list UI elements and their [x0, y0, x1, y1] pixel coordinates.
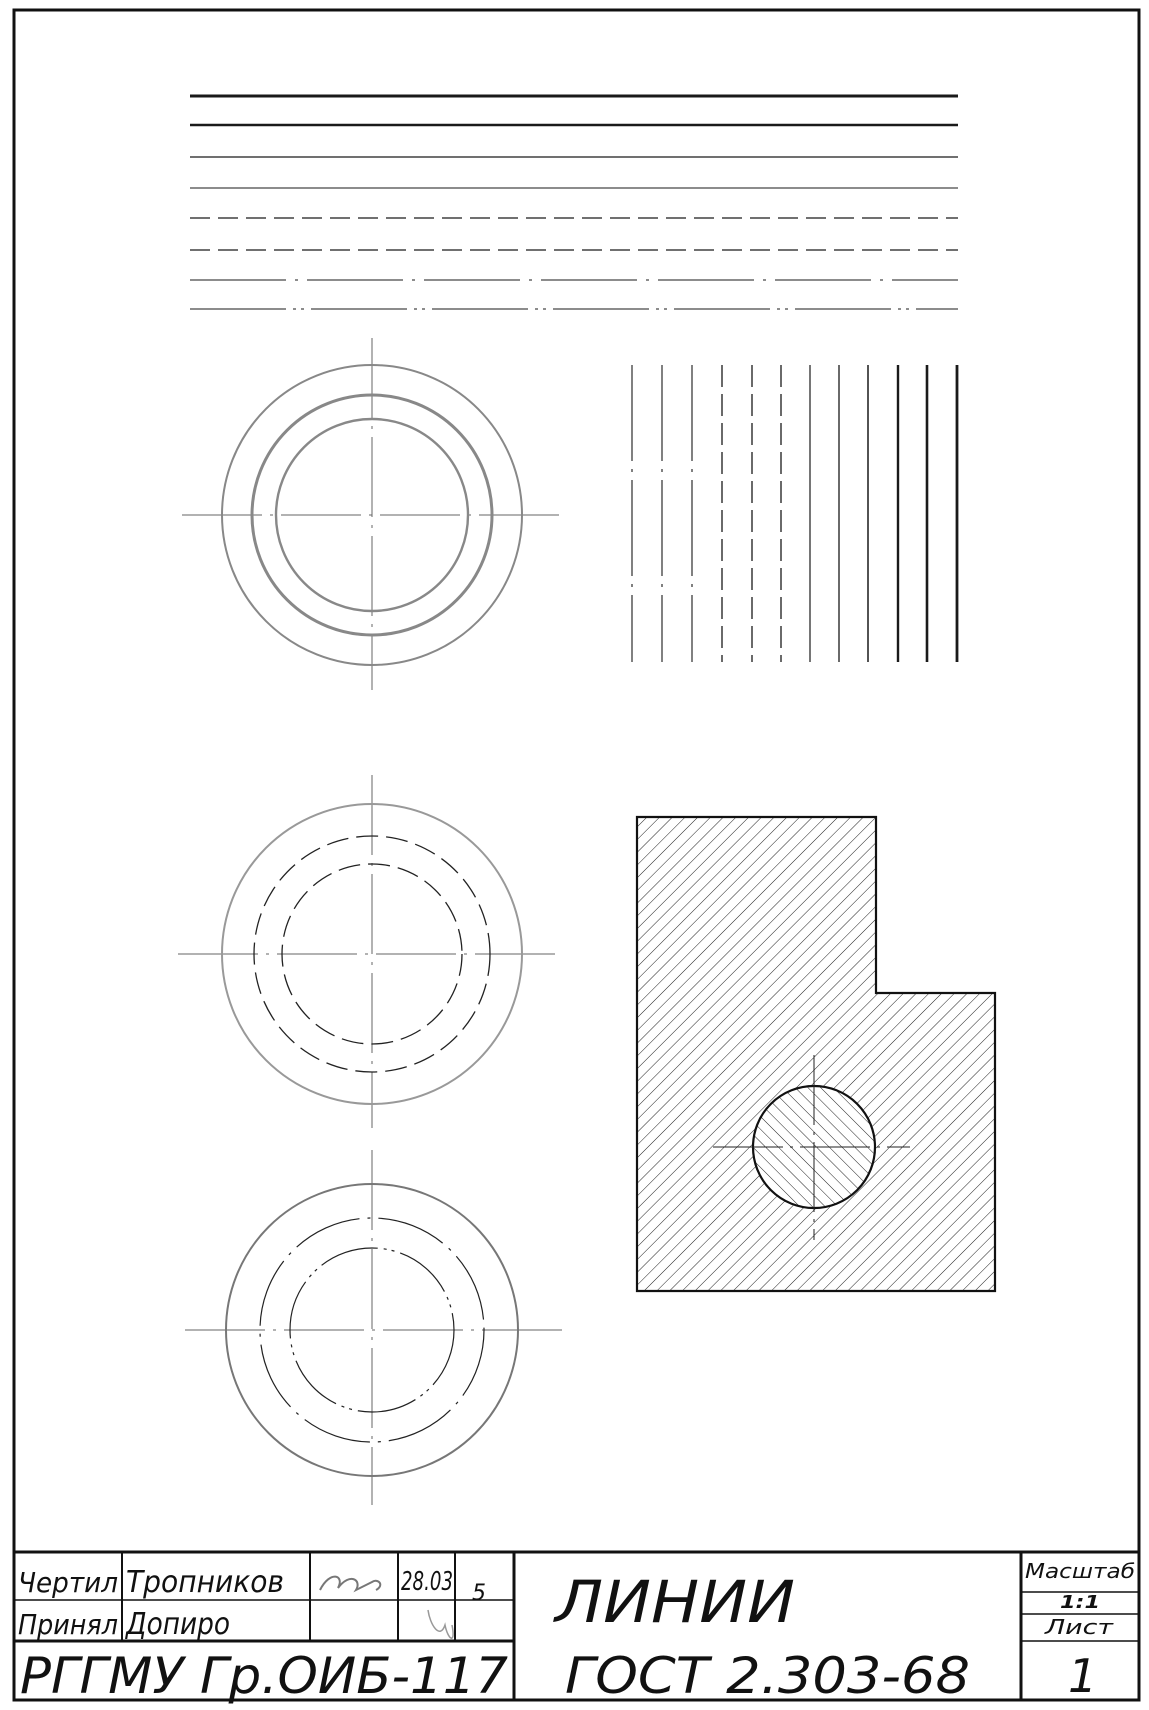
- drawn-by-name: Тропников: [126, 1565, 284, 1600]
- section-outline: [637, 817, 995, 1291]
- organization-group: РГГМУ Гр.ОИБ-117: [20, 1647, 509, 1705]
- signature: [320, 1577, 380, 1590]
- drawing-title: ЛИНИИ: [552, 1568, 795, 1636]
- concentric-circles-dashed: [178, 775, 562, 1128]
- vertical-line-samples: [632, 365, 957, 662]
- checked-by-label: Принял: [18, 1608, 119, 1641]
- hatched-section: [637, 817, 995, 1291]
- title-block-text: [18, 1559, 1135, 1705]
- standard-number: ГОСТ 2.303-68: [565, 1647, 970, 1705]
- line-type-samples: [190, 96, 958, 309]
- grade-mark: 5: [472, 1581, 486, 1606]
- sheet-frame: [14, 10, 1139, 1700]
- sheet-label: Лист: [1043, 1615, 1115, 1639]
- checker-initials: [428, 1610, 453, 1638]
- scale-value: 1:1: [1060, 1592, 1100, 1613]
- sheet-number: 1: [1068, 1649, 1098, 1703]
- checked-by-name: Допиро: [124, 1607, 230, 1642]
- drawn-date: 28.03: [401, 1567, 453, 1597]
- concentric-circles-dash-dot: [185, 1150, 565, 1505]
- drawn-by-label: Чертил: [18, 1566, 119, 1599]
- concentric-circles-solid: [182, 338, 562, 690]
- scale-label: Масштаб: [1025, 1559, 1135, 1583]
